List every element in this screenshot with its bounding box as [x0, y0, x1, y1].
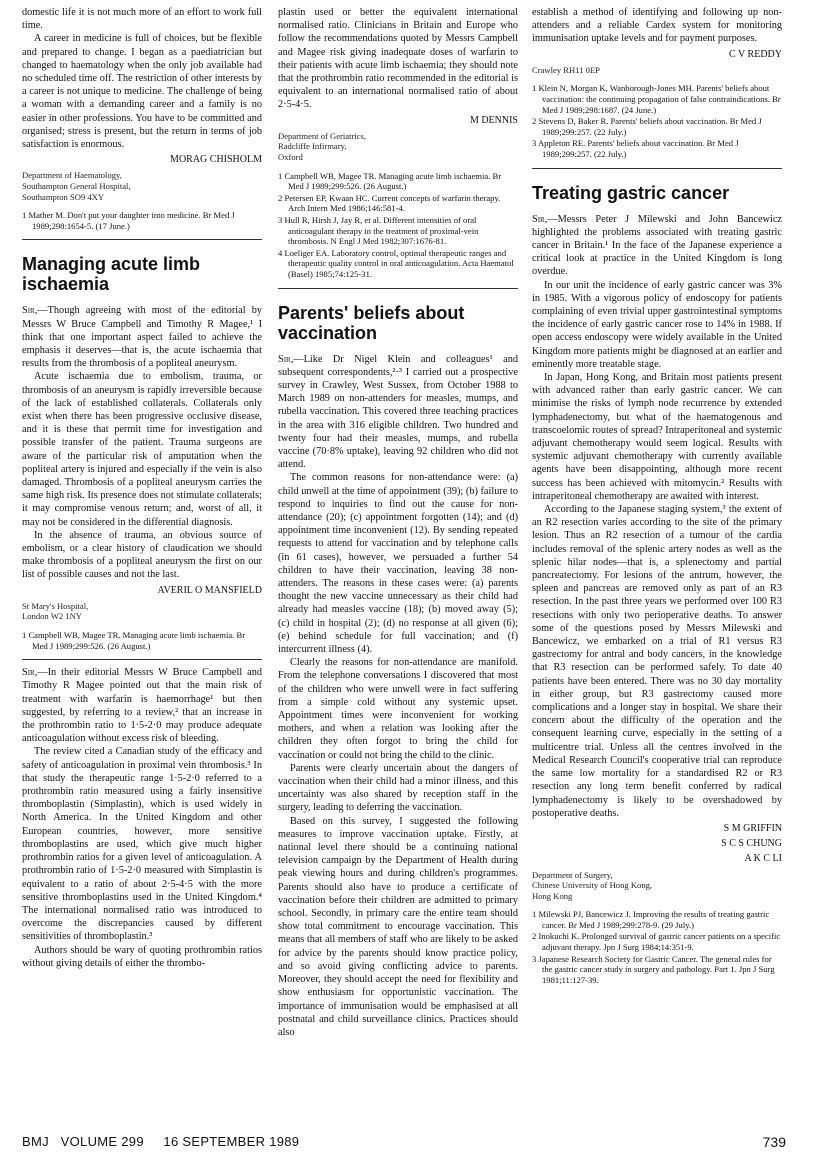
reference-item: 1 Klein N, Morgan K, Wanborough-Jones MH. Parents' beliefs about vaccination: the continuing propagation of false contraindications. Br Med J 1989;298:1687. (24 June.): [532, 83, 781, 115]
section-divider: [22, 659, 262, 660]
reference-item: 4 Loeliger EA. Laboratory control, optimal therapeutic ranges and therapeutic quality control in oral anticoagulation. Acta Haematol (Basel) 1985;74:125-31.: [278, 247, 514, 279]
reference-item: 3 Japanese Research Society for Gastric Cancer. The general rules for the gastric cancer study in surgery and pathology. Part 1. Jpn J Surg 1981;11:127-39.: [532, 953, 775, 985]
letter-paragraph: Acute ischaemia due to embolism, trauma, or thrombosis of an aneurysm is rapidly irreversible because of the lack of established collaterals. Collaterals only exist when there has been progressive occlusive disease, and it is these that permit time for investigation and possible transfer of the patient. Trauma surgeons are aware of the particular risk of amputation when the popliteal artery is injured and especially if the vein is also damaged. Thrombosis of a popliteal aneurysm carries the same high risk. Its presence does not stimulate collaterals; it may compromise venous return; and, worst of all, it may not be considered in the differential diagnosis.: [22, 371, 262, 528]
journal-name: BMJ: [22, 1134, 49, 1149]
author-signature: MORAG CHISHOLM: [170, 154, 262, 166]
author-address: Crawley RH11 0EP: [532, 64, 600, 75]
journal-info: [22, 1134, 299, 1149]
letter-paragraph: Parents were clearly uncertain about the dangers of vaccination when their child had a minor illness, and this uncertainty was also shared by reception staff in the surgery, leading to deferring the vaccination.: [278, 762, 518, 814]
reference-item: 1 Campbell WB, Magee TR. Managing acute limb ischaemia. Br Med J 1989;299:526. (26 August.): [22, 630, 246, 651]
letter-paragraph: In the absence of trauma, an obvious source of embolism, or a clear history of claudication we should make thrombosis of a popliteal aneurysm the first on our list of possible causes and not the last.: [22, 529, 262, 581]
reference-list: [532, 83, 782, 159]
reference-list: [22, 630, 262, 651]
author-signature: A K C LI: [744, 853, 782, 865]
reference-item: 1 Milewski PJ, Bancewicz J. Improving the results of treating gastric cancer. Br Med J 1989;299:278-9. (29 July.): [532, 909, 770, 930]
column-1: [22, 6, 262, 970]
page-number: 739: [762, 1134, 786, 1150]
reference-list: [532, 909, 782, 985]
reference-item: 3 Appleton RE. Parents' beliefs about vaccination. Br Med J 1989;299:257. (22 July.): [532, 138, 739, 159]
letter-paragraph: establish a method of identifying and following up non-attenders and a reliable Cardex system for monitoring immunisation uptake levels and for payment purposes.: [532, 7, 782, 45]
issue-date: 16 SEPTEMBER 1989: [163, 1134, 300, 1149]
reference-item: 3 Hull R, Hirsh J, Jay R, et al. Different intensities of oral anticoagulant therapy in the treatment of proximal-vein thrombosis. N Engl J Med 1982;307:1676-81.: [278, 214, 479, 247]
column-2: [278, 6, 518, 1039]
page-footer: [22, 1134, 786, 1154]
letter-paragraph: In Japan, Hong Kong, and Britain most patients present with advanced rather than early gastric cancer. We can minimise the risks of lymph node recurrence by extended lymphadenectomy, but what of the haematogenous and transcoelomic routes of spread? Intraperitoneal and systemic adjuvant chemotherapy would seem logical. Results with systemic adjuvant chemotherapy with currently available agents have been disappointing, although more recent success has been achieved with mitomycin.² Results with intraperitoneal chemotherapy are awaited with interest.: [532, 372, 782, 502]
letter-title: Managing acute limb ischaemia: [22, 254, 201, 295]
continued-paragraph: domestic life it is not much more of an effort to work full time.: [22, 7, 262, 32]
reference-item: 1 Campbell WB, Magee TR. Managing acute limb ischaemia. Br Med J 1989;299:526. (26 August.): [278, 170, 502, 192]
letter-paragraph: Clearly the reasons for non-attendance are manifold. From the telephone conversations I discovered that most of the children who were unwell were in fact suffering from a simple cold without any systemic upset. Appointment times were inconvenient for working mothers, and when a relation was looking after the children they often forgot to bring the child for vaccination or could not bring the child to the clinic.: [278, 657, 518, 761]
section-divider: [532, 168, 782, 169]
reference-list: [278, 171, 518, 280]
letter-paragraph: Authors should be wary of quoting prothrombin ratios without giving details of either the thrombo-: [22, 944, 262, 969]
continued-paragraph: A career in medicine is full of choices, but be flexible and prepared to change. I began as a paediatrician but changed to haematology when the only job available had no scheduled time off. The restriction of other interests by a career is not unique to medicine. The challenge of being a woman with a demanding career and a family is no easier in other professions. You have to be committed and organised; stress is present, but the return in terms of job satisfaction is enormous.: [22, 33, 262, 151]
letter-paragraph: The review cited a Canadian study of the efficacy and safety of anticoagulation in proximal vein thrombosis.³ In that study the therapeutic range 1·5-2·0 referred to a prothrombin ratio measured using a fairly insensitive thromboplastin (Simplastin), which is used widely in North America. In the United Kingdom and other European countries, however, more sensitive thromboplastins are used, which give much higher prothrombin ratios for a given level of anticoagulation. A prothrombin ratio of 1·5-2·0 measured with Simplastin is equivalent to a ratio of about 2·5-4·5 with the more sensitive thromboplastins used in the United Kingdom.⁴ The international normalised ratio was introduced to overcome the discrepancies caused by different sensitivities of thromboplastin.³: [22, 746, 262, 943]
author-signature: S C S CHUNG: [721, 838, 782, 850]
author-signature: C V REDDY: [729, 48, 782, 60]
letter-title: Parents' beliefs about vaccination: [278, 302, 465, 343]
letter-paragraph: In our unit the incidence of early gastric cancer was 3% in 1985. With a vigorous policy of endoscopy for patients complaining of even trivial upper gastrointestinal symptoms the incidence of early gastric cancer rose to 14% in 1988. If open access endoscopy were widely available in the United Kingdom more patients might be diagnosed at an earlier and eminently more treatable stage.: [532, 279, 782, 370]
column-3: [532, 6, 782, 986]
author-address: Department of Geriatrics, Radcliffe Infirmary, Oxford: [278, 130, 367, 163]
author-signature: AVERIL O MANSFIELD: [157, 584, 262, 596]
author-address: Department of Haematology, Southampton General Hospital, Southampton SO9 4XY: [22, 170, 131, 202]
letter-paragraph: Sir,—Like Dr Nigel Klein and colleagues¹ and subsequent correspondents,²·³ I carried out a prospective survey in Crawley, West Sussex, from October 1988 to March 1989 on non-attenders for measles, mumps, and rubella vaccination. This covered three teaching practices in the area with 316 eligible children. Two hundred and twenty four had their measles, mumps, and rubella vaccine (70·8% uptake), leaving 92 children who did not attend.: [278, 353, 518, 471]
letter-paragraph: Sir,—Messrs Peter J Milewski and John Bancewicz highlighted the problems associated with treating gastric cancer in Britain.¹ In the face of the Japanese experience a critical look at practice in the United Kingdom is long overdue.: [532, 213, 782, 278]
section-divider: [278, 288, 518, 289]
reference-list: [22, 210, 262, 231]
letter-paragraph: Sir,—Though agreeing with most of the editorial by Messrs W Bruce Campbell and Timothy R Magee,¹ I think that one important aspect failed to achieve the emphasis it deserves—that is, the acute ischaemia that results from the thrombosis of a popliteal aneurysm.: [22, 305, 262, 370]
author-signature: M DENNIS: [469, 114, 518, 126]
author-address: Department of Surgery, Chinese University of Hong Kong, Hong Kong: [532, 869, 653, 901]
author-signature: S M GRIFFIN: [723, 822, 782, 834]
author-address: St Mary's Hospital, London W2 1NY: [22, 600, 89, 622]
reference-item: 1 Mather M. Don't put your daughter into medicine. Br Med J 1989;298:1654-5. (17 June.): [22, 210, 235, 231]
reference-item: 2 Inokuchi K. Prolonged survival of gastric cancer patients on a specific adjuvant therapy. Jpn J Surg 1984;14:351-9.: [532, 931, 781, 953]
letter-title: Treating gastric cancer: [532, 182, 730, 203]
letter-paragraph: The common reasons for non-attendance were: (a) child unwell at the time of appointment (39); (b) failure to respond to inquiries to find out the cause for non-attendance (20); (c) appointment forgotten (14); and (d) appointment time inconvenient (12). By sending repeated requests to attend for vaccination and by telephone calls (in 61 cases), however, we persuaded a further 54 children to have their vaccination, leaving 38 non-attenders. The reasons in these cases were: (a) parents thought the new vaccine unnecessary as their child had already had measles vaccine (18); (b) moved away (5); (c) child in hospital (2); (d) no response at all given (6); (e) behind schedule for full vaccination; and (f) intercurrent illness (4).: [278, 472, 518, 656]
journal-volume: VOLUME 299: [60, 1134, 144, 1149]
reference-item: 2 Petersen EP, Kwaan HC. Current concepts of warfarin therapy. Arch Intern Med 1986;146:581-4.: [278, 192, 501, 214]
letter-paragraph: According to the Japanese staging system,³ the extent of an R2 resection varies according to the site of the primary lesion. Thus an R2 resection of a tumour of the cardia includes removal of the splenic artery nodes as well as the splenic hilar nodes—that is, a splenectomy and partial pancreatectomy. For lesions of the antrum, however, the spleen and pancreas are removed only as part of an R3 resection. In the past three years we performed over 100 R3 resections with only two perioperative deaths. To answer some of the questions posed by Messrs Milewski and Bancewicz, we embarked on a trial of R1 versus R3 gastrectomy for antral and body cancers, in the knowledge that R3 resection can be performed safely. To date 40 patients have been entered. There was no 30 day mortality in either group, but R3 gastrectomy caused more complications and a longer stay in hospital. We share their concern about the difficulty of the operation and the consequent learning curve, especially in the setting of a multicentre trial. Unless all the centres involved in the Medical Research Council's cooperative trial can reproduce the same low mortality for a standardised R2 or R3 resection any long term benefit conferred by radical lymphadenectomy is likely to be overshadowed by postoperative deaths.: [532, 504, 782, 819]
reference-item: 2 Stevens D, Baker R. Parents' beliefs about vaccination. Br Med J 1989;299:257. (22 July.): [532, 116, 762, 137]
letter-paragraph: plastin used or better the equivalent international normalised ratio. Clinicians in Britain and Europe who follow the recommendations quoted by Messrs Campbell and Magee risk giving inadequate doses of warfarin to their patients with acute limb ischaemia; they should note that the prothrombin ratio recommended in the editorial is equivalent to an international normalised ratio of about 2·5-4·5.: [278, 7, 518, 111]
letter-paragraph: Sir,—In their editorial Messrs W Bruce Campbell and Timothy R Magee pointed out that the main risk of treatment with warfarin is haemorrhage¹ but then suggested, by referring to a review,² that an increase in the prothrombin ratio to 1·5-2·0 may produce adequate anticoagulation without excess risk of bleeding.: [22, 667, 262, 745]
section-divider: [22, 239, 262, 240]
letter-paragraph: Based on this survey, I suggested the following measures to improve vaccination uptake. Firstly, at national level there should be a continuing national television campaign by the Department of Health during peak viewing hours and during children's programmes. Parents should also have to produce a certificate of vaccination before their children are admitted to primary school. Secondly, in primary care the entire team should show total commitment to encourage vaccination. This means that all members of staff who are likely to be asked for advice by the parents should know practice policy, and so avoid giving conflicting advice to parents. Moreover, they should accept the need for flexibility and show enthusiasm for opportunistic vaccination. The importance of immunisation would be emphasised at all postnatal and child surveillance clinics. Practices should also: [278, 815, 518, 1038]
